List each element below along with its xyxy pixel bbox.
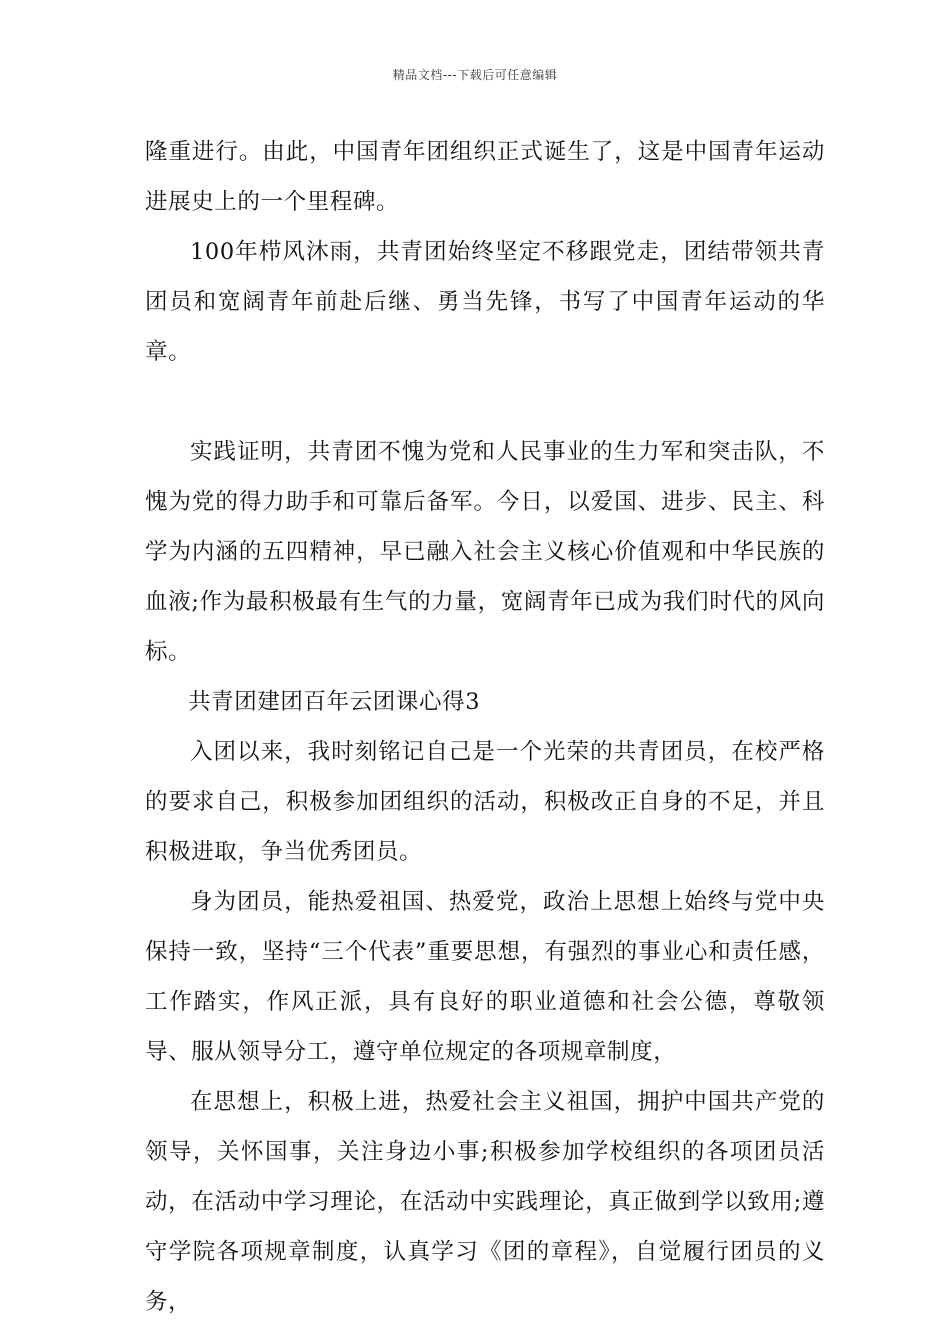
document-body — [145, 127, 825, 1327]
paragraph-continuation: 隆重进行。由此，中国青年团组织正式诞生了，这是中国青年运动进展史上的一个里程碑。 — [145, 139, 825, 215]
paragraph: 100年栉风沐雨，共青团始终坚定不移跟党走，团结带领共青团员和宽阔青年前赴后继、勇当先锋，书写了中国青年运动的华章。 — [145, 239, 825, 365]
blank-line — [145, 377, 825, 427]
section-heading: 共青团建团百年云团课心得3 — [188, 689, 481, 715]
paragraph: 在思想上，积极上进，热爱社会主义祖国，拥护中国共产党的领导，关怀国事，关注身边小事;积极参加学校组织的各项团员活动，在活动中学习理论，在活动中实践理论，真正做到学以致用;遵守学院各项规章制度，认真学习《团的章程》，自觉履行团员的义务， — [145, 1089, 825, 1315]
paragraph: 入团以来，我时刻铭记自己是一个光荣的共青团员，在校严格的要求自己，积极参加团组织的活动，积极改正自身的不足，并且积极进取，争当优秀团员。 — [145, 739, 825, 865]
page-header: 精品文档---下载后可任意编辑 — [392, 68, 558, 82]
paragraph: 身为团员，能热爱祖国、热爱党，政治上思想上始终与党中央保持一致，坚持“三个代表”重要思想，有强烈的事业心和责任感，工作踏实，作风正派，具有良好的职业道德和社会公德，尊敬领导、服从领导分工，遵守单位规定的各项规章制度， — [145, 889, 825, 1065]
paragraph: 实践证明，共青团不愧为党和人民事业的生力军和突击队，不愧为党的得力助手和可靠后备军。今日，以爱国、进步、民主、科学为内涵的五四精神，早已融入社会主义核心价值观和中华民族的血液;作为最积极最有生气的力量，宽阔青年已成为我们时代的风向标。 — [145, 439, 825, 665]
